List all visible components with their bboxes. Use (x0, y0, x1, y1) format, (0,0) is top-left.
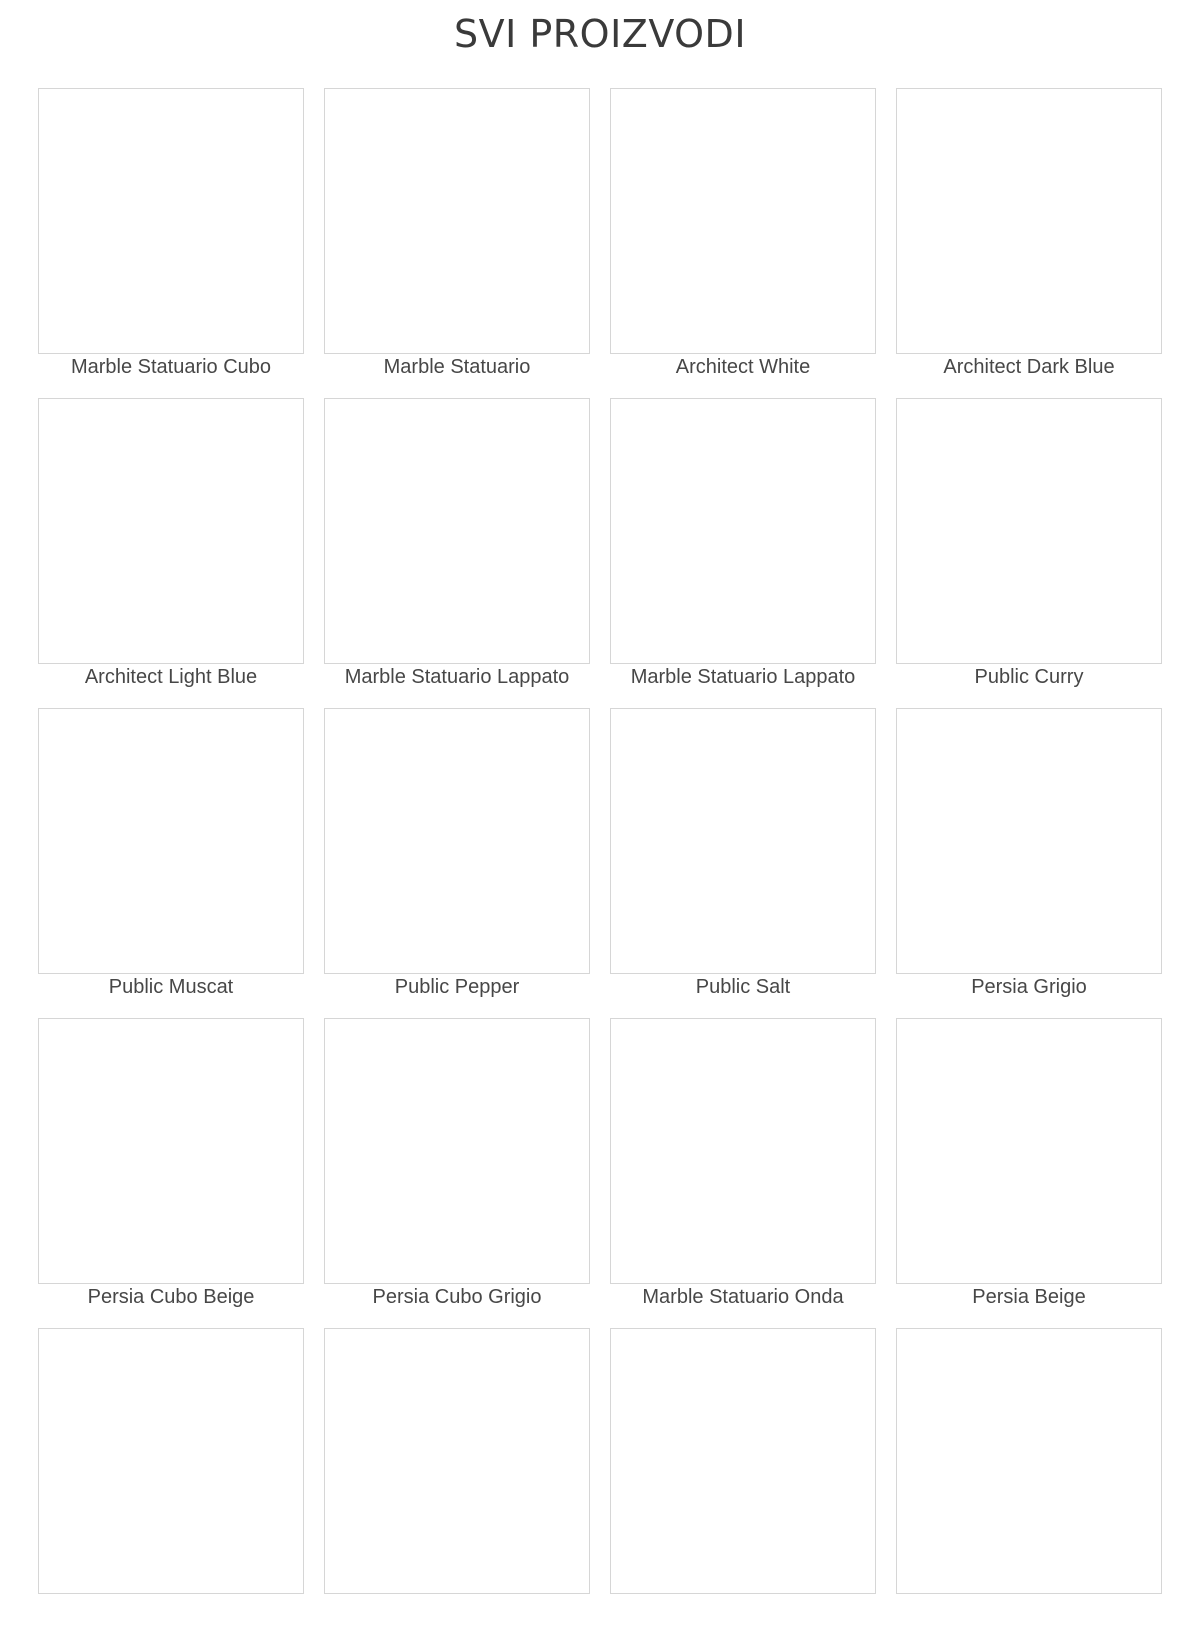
product-name[interactable]: Architect Light Blue (84, 666, 258, 688)
product-name[interactable]: Marble Statuario Lappato (630, 666, 856, 688)
product-image[interactable] (610, 398, 876, 664)
product-image[interactable] (324, 708, 590, 974)
product-image[interactable] (324, 1328, 590, 1594)
page-title: SVI PROIZVODI (453, 12, 747, 56)
product-image[interactable] (610, 1328, 876, 1594)
product-image[interactable] (610, 708, 876, 974)
product-grid (38, 88, 1162, 1638)
product-name[interactable]: Public Salt (695, 976, 791, 998)
product-card[interactable] (38, 1328, 304, 1638)
product-image[interactable] (38, 88, 304, 354)
product-image[interactable] (324, 398, 590, 664)
product-card[interactable] (610, 1328, 876, 1638)
product-image[interactable] (610, 1018, 876, 1284)
product-image[interactable] (38, 398, 304, 664)
product-card[interactable] (896, 398, 1162, 708)
product-card[interactable] (324, 88, 590, 398)
product-card[interactable] (610, 88, 876, 398)
product-image[interactable] (324, 1018, 590, 1284)
product-card[interactable] (896, 1018, 1162, 1328)
product-card[interactable] (610, 1018, 876, 1328)
product-name[interactable]: Public Muscat (108, 976, 234, 998)
product-name[interactable]: Persia Grigio (971, 976, 1087, 998)
product-card[interactable] (38, 398, 304, 708)
product-image[interactable] (324, 88, 590, 354)
product-name[interactable]: Marble Statuario Onda (642, 1286, 844, 1308)
product-name[interactable]: Persia Cubo Beige (87, 1286, 255, 1308)
product-image[interactable] (38, 1018, 304, 1284)
product-image[interactable] (896, 708, 1162, 974)
product-image[interactable] (896, 88, 1162, 354)
product-name[interactable]: Architect Dark Blue (943, 356, 1115, 378)
product-name[interactable]: Marble Statuario Cubo (70, 356, 272, 378)
product-name[interactable]: Marble Statuario (383, 356, 531, 378)
product-card[interactable] (896, 88, 1162, 398)
product-card[interactable] (610, 398, 876, 708)
product-image[interactable] (38, 1328, 304, 1594)
product-name[interactable]: Architect White (675, 356, 811, 378)
product-card[interactable] (38, 88, 304, 398)
product-card[interactable] (324, 708, 590, 1018)
product-name[interactable]: Persia Beige (972, 1286, 1086, 1308)
product-card[interactable] (610, 708, 876, 1018)
product-image[interactable] (896, 398, 1162, 664)
product-card[interactable] (38, 1018, 304, 1328)
product-name[interactable]: Public Curry (974, 666, 1084, 688)
product-card[interactable] (38, 708, 304, 1018)
product-name[interactable]: Marble Statuario Lappato (344, 666, 570, 688)
product-card[interactable] (324, 398, 590, 708)
product-image[interactable] (610, 88, 876, 354)
product-card[interactable] (324, 1018, 590, 1328)
product-image[interactable] (896, 1018, 1162, 1284)
product-name[interactable]: Public Pepper (394, 976, 520, 998)
product-card[interactable] (896, 708, 1162, 1018)
product-card[interactable] (324, 1328, 590, 1638)
product-card[interactable] (896, 1328, 1162, 1638)
product-image[interactable] (38, 708, 304, 974)
product-name[interactable]: Persia Cubo Grigio (372, 1286, 542, 1308)
product-image[interactable] (896, 1328, 1162, 1594)
